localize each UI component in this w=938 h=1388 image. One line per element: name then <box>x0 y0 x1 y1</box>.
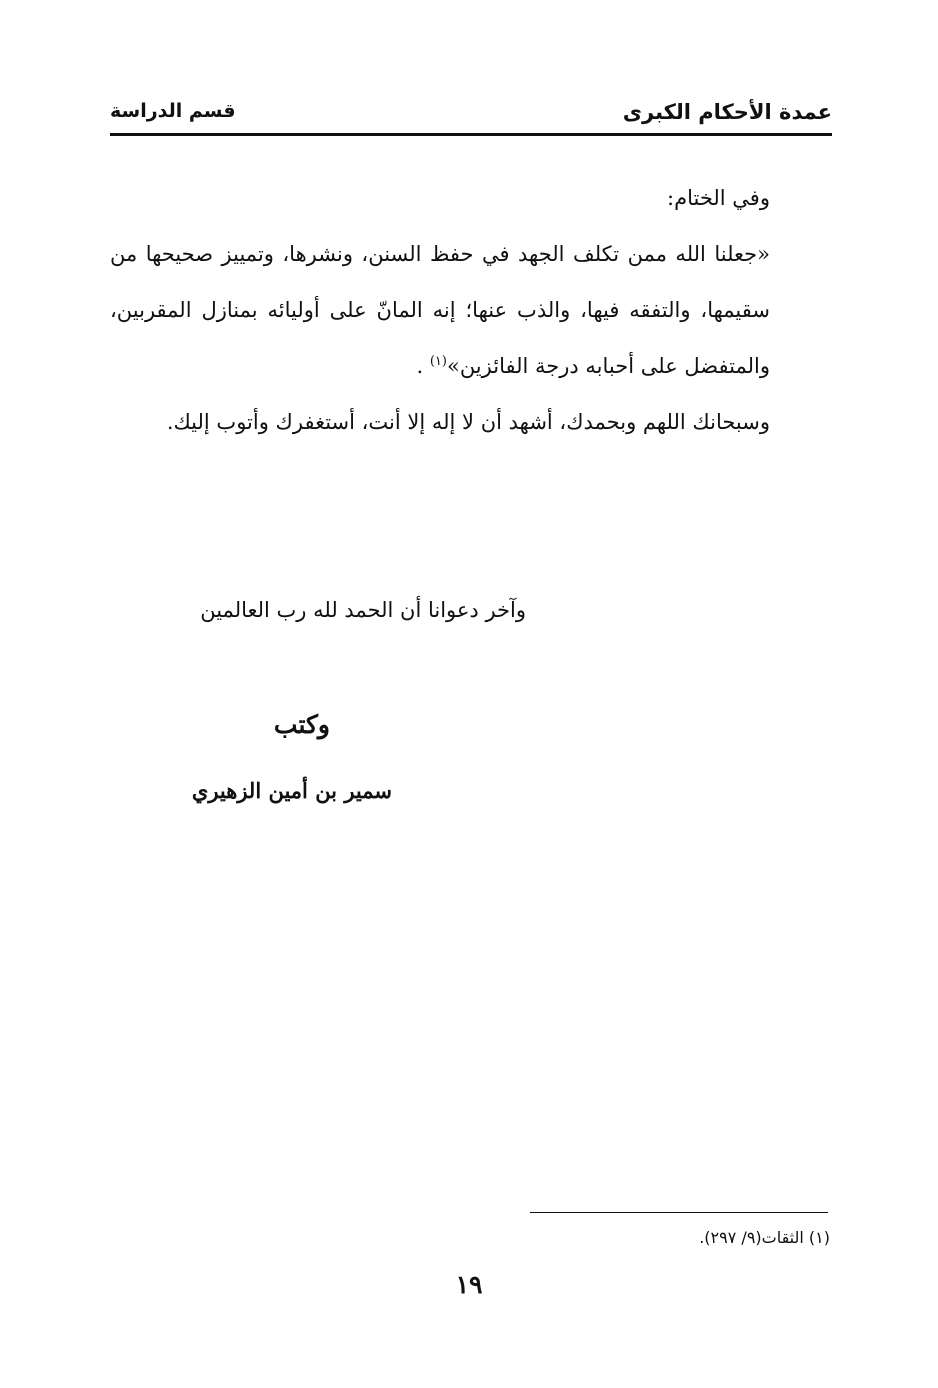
footnote: (١) الثقات(٩/ ٢٩٧). <box>699 1228 830 1247</box>
closing-line: وآخر دعوانا أن الحمد لله رب العالمين <box>200 598 526 622</box>
page-number: ١٩ <box>455 1270 483 1299</box>
header-divider <box>110 133 832 136</box>
wrote-label: وكتب <box>273 710 330 739</box>
prayer-paragraph: وسبحانك اللهم وبحمدك، أشهد أن لا إله إلا أنت، أستغفرك وأتوب إليك. <box>166 410 770 434</box>
footnote-divider <box>530 1212 828 1213</box>
quote-text: «جعلنا الله ممن تكلف الجهد في حفظ السنن، ونشرها، وتمييز صحيحها من سقيمها، والتفقه فيها، والذب عنها؛ إنه المانّ على أوليائه بمنازل المقربين، والمتفضل على أحبابه درجة الفائزين» <box>110 242 770 378</box>
quote-end: . <box>416 354 424 378</box>
book-title: عمدة الأحكام الكبرى <box>622 100 832 124</box>
footnote-reference[interactable]: (١) <box>429 354 447 369</box>
running-header <box>110 100 832 134</box>
quote-paragraph <box>110 226 832 394</box>
body-text <box>110 170 832 450</box>
section-title: قسم الدراسة <box>110 100 236 122</box>
author-name: سمير بن أمين الزهيري <box>191 778 392 803</box>
intro-paragraph: وفي الختام: <box>667 186 770 210</box>
